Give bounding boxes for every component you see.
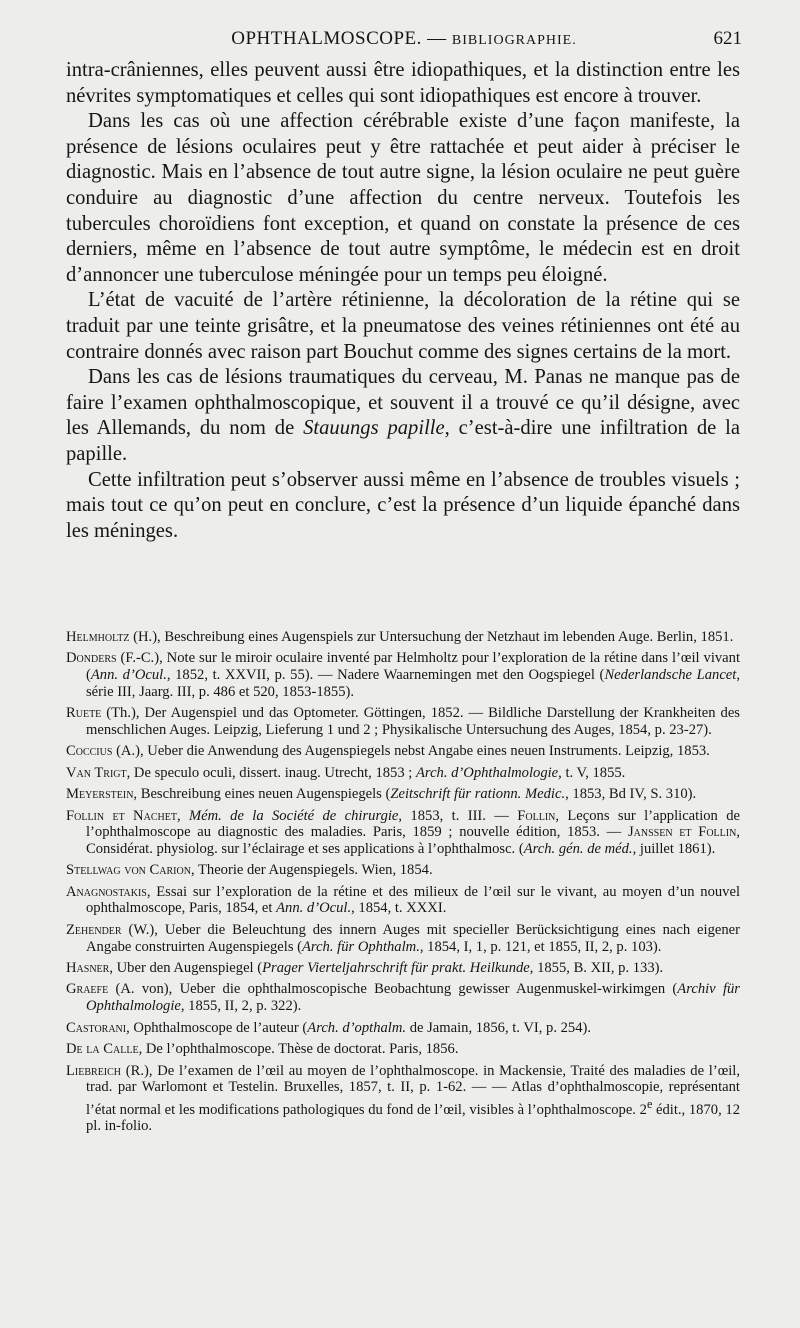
paragraph-3: L’état de vacuité de l’artère rétinienne, la décoloration de la rétine qui se traduit par une teinte grisâtre, et la pneumatose des veines rétiniennes ont été au contraire donnés avec raison part Bouchut comme des signes certains de la mort.	[66, 289, 740, 363]
bibliography-author: Ruete	[66, 705, 102, 722]
bibliography-entry	[66, 650, 740, 700]
bibliography-text: (Th.), Der Augenspiel und das Optometer. Göttingen, 1852. — Bildliche Darstellung der Krankheiten des menschlichen Auges. Leipzig, Lieferung 1 und 2 ; Physikalische Untersuchung des Auges, 1854, p. 23-27).	[86, 705, 740, 738]
bibliography-text: Arch. d’Ophthalmologie	[416, 764, 559, 781]
bibliography-text: , Leçons sur l’application de l’ophthalmoscope au diagnostic des maladies. Paris, 1859 ; nouvelle édition, 1853. —	[86, 807, 740, 841]
bibliography-text: , Ophthalmoscope de l’auteur (	[126, 1019, 308, 1036]
bibliography-author: Anagnostakis	[66, 883, 147, 900]
header-subtitle: BIBLIOGRAPHIE.	[451, 33, 577, 48]
bibliography-text: e	[646, 1096, 653, 1111]
header-title	[66, 28, 742, 50]
bibliography-text: Arch. für Ophthalm.	[302, 938, 420, 955]
bibliography-text: , Uber den Augenspiegel (	[109, 960, 263, 976]
bibliography-text: , 1855, B. XII, p. 133).	[529, 960, 664, 976]
header-main-title: OPHTHALMOSCOPE.	[231, 28, 422, 49]
bibliography-author: Castorani	[66, 1019, 127, 1036]
paragraph-4-term: Stauungs papille	[303, 417, 445, 440]
bibliography-text: (F.-C.), Note sur le miroir oculaire inventé par Helmholtz pour l’exploration de la rétine dans l’œil vivant (	[86, 650, 740, 684]
bibliography-text: (A.), Ueber die Anwendung des Augenspiegels nebst Angabe eines neuen Instruments. Leipzig, 1853.	[112, 743, 710, 760]
bibliography-entry	[66, 981, 740, 1014]
bibliography-text: , Beschreibung eines neuen Augenspiegels (	[133, 786, 391, 803]
bibliography-text: , 1853, t. III. —	[398, 807, 518, 824]
bibliography-text: (W.), Ueber die Beleuchtung des innern Auges mit specieller Berücksichtigung eines nach eigener Angabe construirten Augenspiegels (	[86, 921, 740, 955]
bibliography-entry	[66, 884, 740, 917]
bibliography-author: Helmholtz	[66, 629, 130, 645]
running-header	[66, 28, 742, 54]
bibliography-text: , 1854, t. XXXI.	[351, 900, 447, 917]
paragraph-4-text-b: , c’est-à-dire une infiltration de la papille.	[66, 417, 740, 465]
bibliography-author: Van Trigt	[66, 764, 127, 781]
bibliography-text: (R.), De l’examen de l’œil au moyen de l’ophthalmoscope. in Mackensie, Traité des maladies de l’œil, trad. par Warlomont et Testelin. Bruxelles, 1857, t. II, p. 1-62. — — Atlas d’ophthalmoscopie, représentant l’état normal et les modifications pathologiques du fond de l’œil, visibles à l’ophthalmoscope. 2	[86, 1062, 740, 1118]
bibliography-text: , t. V, 1855.	[558, 764, 626, 781]
bibliography-text: Ann. d’Ocul.	[90, 667, 167, 684]
paragraph-5: Cette infiltration peut s’observer aussi même en l’absence de troubles visuels ; mais tout ce qu’on peut en conclure, c’est la présence d’un liquide épanché dans les méninges.	[66, 468, 740, 542]
bibliography-text: , De speculo oculi, dissert. inaug. Utrecht, 1853 ;	[126, 764, 417, 781]
bibliography-text: Prager Vierteljahrschrift für prakt. Heilkunde	[262, 960, 530, 976]
bibliography-author: Hasner	[66, 960, 110, 976]
bibliography-author: Graefe	[66, 981, 109, 998]
bibliography-entry	[66, 960, 740, 977]
bibliography-text: Archiv für Ophthalmologie	[86, 981, 740, 1015]
paragraph-1: intra-crâniennes, elles peuvent aussi être idiopathiques, et la distinction entre les névrites symptomatiques et celles qui sont idiopathiques est encore à trouver.	[66, 59, 740, 107]
bibliography-entry	[66, 629, 740, 646]
bibliography-entry	[66, 786, 740, 803]
body-text	[66, 58, 740, 544]
bibliography-entry	[66, 1063, 740, 1135]
paragraph-4-text-a: Dans les cas de lésions traumatiques du cerveau, M. Panas ne manque pas de faire l’examen ophthalmoscopique, et souvent il a trouvé ce qu’il désigne, avec les Allemands, du nom de	[66, 366, 740, 440]
bibliography-text: édit., 1870, 12 pl. in-folio.	[86, 1101, 740, 1135]
bibliography-text: , 1852, t. XXVII, p. 55). — Nadere Waarnemingen met den Oogspiegel (	[166, 667, 605, 684]
bibliography-text: ,	[176, 807, 189, 824]
bibliography-text: , Considérat. physiolog. sur l’éclairage et ses applications à l’ophthalmosc. (	[86, 824, 740, 857]
bibliography-text: (A. von), Ueber die ophthalmoscopische Beobachtung gewisser Augenmuskel-wirkimgen (	[108, 981, 678, 998]
bibliography-author: Donders	[66, 650, 117, 667]
bibliography-entry	[66, 862, 740, 879]
bibliography-author: De la Calle	[66, 1041, 139, 1058]
bibliography-author: Zehender	[66, 921, 122, 938]
bibliography-text: , 1855, II, 2, p. 322).	[180, 998, 302, 1015]
page-number: 621	[713, 28, 742, 49]
header-dash: —	[427, 28, 447, 49]
bibliography-author: Liebreich	[66, 1062, 122, 1079]
bibliography-author: Stellwag von Carion	[66, 862, 191, 879]
bibliography-text: de Jamain, 1856, t. VI, p. 254).	[406, 1019, 592, 1036]
bibliography-text: (H.), Beschreibung eines Augenspiels zur Untersuchung der Netzhaut im lebenden Auge. Berlin, 1851.	[129, 629, 734, 645]
bibliography-text: Ann. d’Ocul.	[276, 900, 352, 917]
bibliography-list	[66, 629, 740, 1140]
bibliography-text: , De l’ophthalmoscope. Thèse de doctorat. Paris, 1856.	[138, 1041, 459, 1058]
bibliography-entry	[66, 808, 740, 858]
bibliography-text: , 1854, I, 1, p. 121, et 1855, II, 2, p. 103).	[419, 938, 662, 955]
bibliography-text: Follin	[517, 807, 556, 824]
bibliography-entry	[66, 922, 740, 955]
bibliography-author: Coccius	[66, 743, 113, 760]
paragraph-4	[66, 365, 740, 467]
bibliography-entry	[66, 743, 740, 760]
bibliography-entry	[66, 765, 740, 782]
bibliography-text: , Theorie der Augenspiegels. Wien, 1854.	[190, 862, 433, 879]
bibliography-text: , juillet 1861).	[632, 840, 716, 857]
bibliography-text: , Essai sur l’exploration de la rétine et des milieux de l’œil sur le vivant, au moyen d’un nouvel ophthalmoscope, Paris, 1854, et	[86, 883, 740, 917]
bibliography-text: Mém. de la Société de chirurgie	[188, 807, 399, 824]
bibliography-entry	[66, 1020, 740, 1037]
bibliography-entry	[66, 1041, 740, 1058]
bibliography-text: , 1853, Bd IV, S. 310).	[565, 786, 697, 803]
paragraph-2: Dans les cas où une affection cérébrable existe d’une façon manifeste, la présence de lésions oculaires peut y être rattachée et peut aider à préciser le diagnostic. Mais en l’absence de tout autre signe, la lésion oculaire ne peut guère conduire au diagnostic d’une affection du centre nerveux. Toutefois les tubercules choroïdiens font exception, et quand on constate la présence de ces derniers, même en l’absence de tout autre symptôme, le médecin est en droit d’annoncer une tuberculose méningée pour un temps peu éloigné.	[66, 110, 740, 286]
bibliography-author: Meyerstein	[66, 786, 134, 803]
bibliography-text: Arch. d’opthalm.	[307, 1019, 407, 1036]
bibliography-text: Nederlandsche Lancet	[604, 667, 737, 684]
bibliography-text: Arch. gén. de méd.	[523, 840, 633, 857]
bibliography-author: Follin et Nachet	[66, 807, 177, 824]
bibliography-entry	[66, 705, 740, 738]
bibliography-text: , série III, Jaarg. III, p. 486 et 520, 1853-1855).	[86, 667, 740, 700]
bibliography-text: Janssen et Follin	[627, 824, 737, 841]
bibliography-text: Zeitschrift für rationn. Medic.	[390, 786, 566, 803]
